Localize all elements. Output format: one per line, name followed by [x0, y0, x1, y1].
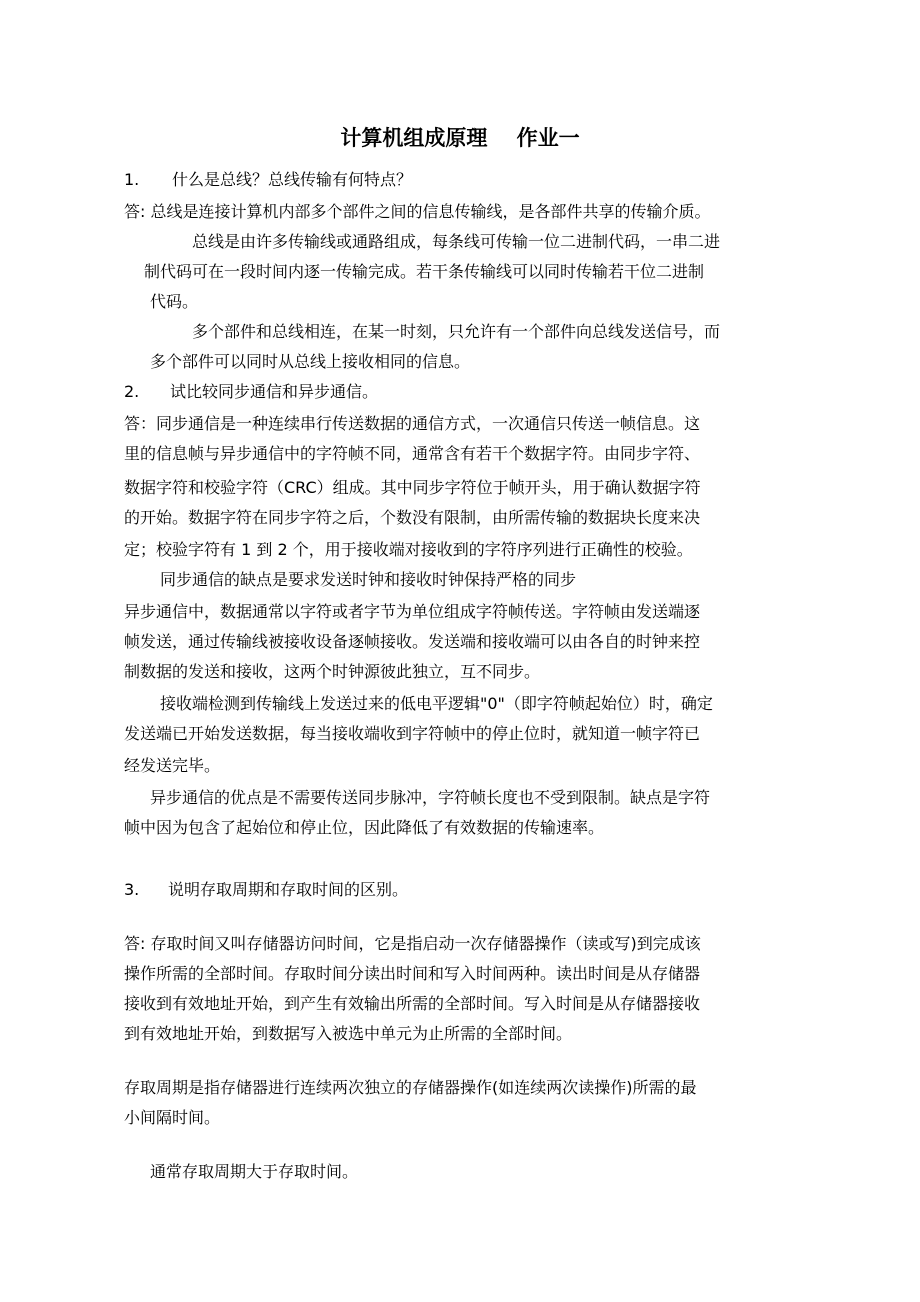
answer-line: 制数据的发送和接收，这两个时钟源彼此独立，互不同步。	[124, 662, 541, 681]
question-text-1: 什么是总线？总线传输有何特点？	[172, 170, 413, 189]
answer-line: 多个部件可以同时从总线上接收相同的信息。	[150, 352, 471, 371]
answer-line: 接收端检测到传输线上发送过来的低电平逻辑"0"（即字符帧起始位）时，确定	[160, 694, 713, 713]
answer-line: 的开始。数据字符在同步字符之后，个数没有限制，由所需传输的数据块长度来决	[124, 508, 701, 527]
question-number-3: 3.	[124, 880, 140, 899]
answer-line: 操作所需的全部时间。存取时间分读出时间和写入时间两种。读出时间是从存储器	[124, 964, 701, 983]
answer-line: 里的信息帧与异步通信中的字符帧不同，通常含有若干个数据字符。由同步字符、	[124, 444, 701, 463]
answer-line: 接收到有效地址开始，到产生有效输出所需的全部时间。写入时间是从存储器接收	[124, 994, 701, 1013]
answer-line: 同步通信的缺点是要求发送时钟和接收时钟保持严格的同步	[160, 570, 577, 589]
answer-line: 多个部件和总线相连，在某一时刻，只允许有一个部件向总线发送信号，而	[192, 322, 721, 341]
answer-line: 存取周期是指存储器进行连续两次独立的存储器操作(如连续两次读操作)所需的最	[124, 1078, 697, 1097]
answer-line: 答：同步通信是一种连续串行传送数据的通信方式，一次通信只传送一帧信息。这	[124, 414, 701, 433]
answer-line: 小间隔时间。	[124, 1108, 221, 1127]
answer-line: 通常存取周期大于存取时间。	[150, 1162, 359, 1181]
answer-line: 数据字符和校验字符（CRC）组成。其中同步字符位于帧开头，用于确认数据字符	[124, 478, 701, 497]
answer-line: 代码。	[150, 292, 199, 311]
answer-line: 帧发送，通过传输线被接收设备逐帧接收。发送端和接收端可以由各自的时钟来控	[124, 632, 701, 651]
question-text-2: 试比较同步通信和异步通信。	[170, 382, 379, 401]
answer-line: 到有效地址开始，到数据写入被选中单元为止所需的全部时间。	[124, 1024, 573, 1043]
answer-line: 经发送完毕。	[124, 756, 221, 775]
answer-line: 异步通信的优点是不需要传送同步脉冲，字符帧长度也不受到限制。缺点是字符	[150, 788, 711, 807]
question-number-1: 1.	[124, 170, 140, 189]
answer-line: 答: 总线是连接计算机内部多个部件之间的信息传输线，是各部件共享的传输介质。	[124, 202, 711, 221]
answer-line: 定；校验字符有 1 到 2 个，用于接收端对接收到的字符序列进行正确性的校验。	[124, 540, 693, 559]
answer-line: 答: 存取时间又叫存储器访问时间，它是指启动一次存储器操作（读或写)到完成该	[124, 934, 701, 953]
answer-line: 制代码可在一段时间内逐一传输完成。若干条传输线可以同时传输若干位二进制	[144, 262, 705, 281]
question-number-2: 2.	[124, 382, 140, 401]
answer-line: 异步通信中，数据通常以字符或者字节为单位组成字符帧传送。字符帧由发送端逐	[124, 602, 701, 621]
answer-line: 总线是由许多传输线或通路组成，每条线可传输一位二进制代码，一串二进	[192, 232, 721, 251]
answer-line: 帧中因为包含了起始位和停止位，因此降低了有效数据的传输速率。	[124, 818, 605, 837]
answer-line: 发送端已开始发送数据，每当接收端收到字符帧中的停止位时，就知道一帧字符已	[124, 724, 701, 743]
question-text-3: 说明存取周期和存取时间的区别。	[168, 880, 409, 899]
page-title: 计算机组成原理 作业一	[340, 126, 580, 150]
